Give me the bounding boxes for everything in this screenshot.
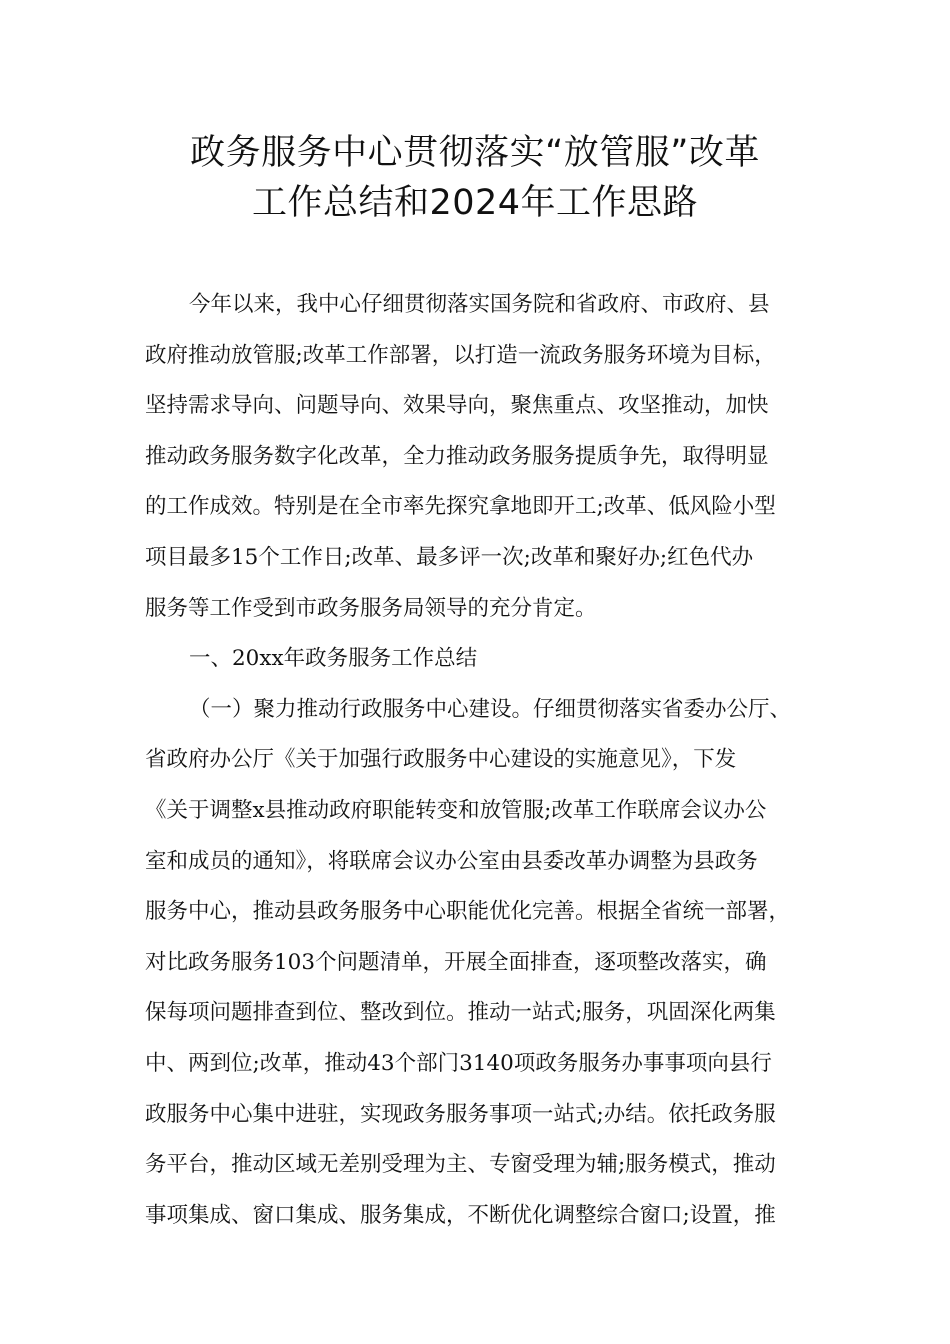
- paragraph-line: 省政府办公厅《关于加强行政服务中心建设的实施意见》，下发: [145, 747, 737, 773]
- paragraph-line: 对比政务服务103个问题清单，开展全面排查，逐项整改落实，确: [145, 949, 767, 975]
- paragraph-line: 中、两到位;改革，推动43个部门3140项政务服务办事事项向县行: [145, 1050, 772, 1076]
- paragraph-line: 坚持需求导向、问题导向、效果导向，聚焦重点、攻坚推动，加快: [145, 393, 769, 419]
- paragraph-line: 服务中心，推动县政务服务中心职能优化完善。根据全省统一部署，: [145, 899, 791, 925]
- paragraph-line: 政府推动放管服;改革工作部署，以打造一流政务服务环境为目标，: [145, 342, 776, 368]
- section-heading: 一、20xx年政务服务工作总结: [189, 646, 478, 672]
- paragraph-line: 政服务中心集中进驻，实现政务服务事项一站式;办结。依托政务服: [145, 1101, 776, 1127]
- title-line-1: 政务服务中心贯彻落实“放管服”改革: [190, 133, 760, 173]
- paragraph-line: 服务等工作受到市政务服务局领导的充分肯定。: [145, 595, 597, 621]
- paragraph-line: 务平台，推动区域无差别受理为主、专窗受理为辅;服务模式，推动: [145, 1152, 776, 1178]
- paragraph-line: 《关于调整x县推动政府职能转变和放管服;改革工作联席会议办公: [145, 797, 767, 823]
- paragraph-line: 项目最多15个工作日;改革、最多评一次;改革和聚好办;红色代办: [145, 544, 754, 570]
- document-title: [100, 128, 850, 228]
- paragraph-line: 事项集成、窗口集成、服务集成，不断优化调整综合窗口;设置，推: [145, 1202, 776, 1228]
- document-body: [145, 280, 825, 1241]
- paragraph-line: 今年以来，我中心仔细贯彻落实国务院和省政府、市政府、县: [189, 292, 770, 317]
- title-line-2: 工作总结和2024年工作思路: [251, 183, 699, 223]
- paragraph-line: 推动政务服务数字化改革，全力推动政务服务提质争先，取得明显: [145, 443, 769, 469]
- paragraph-line: 室和成员的通知》，将联席会议办公室由县委改革办调整为县政务: [145, 848, 758, 874]
- paragraph-line: 的工作成效。特别是在全市率先探究拿地即开工;改革、低风险小型: [145, 494, 776, 520]
- paragraph-line: 保每项问题排查到位、整改到位。推动一站式;服务，巩固深化两集: [145, 1000, 776, 1026]
- paragraph-line: （一）聚力推动行政服务中心建设。仔细贯彻落实省委办公厅、: [189, 696, 792, 722]
